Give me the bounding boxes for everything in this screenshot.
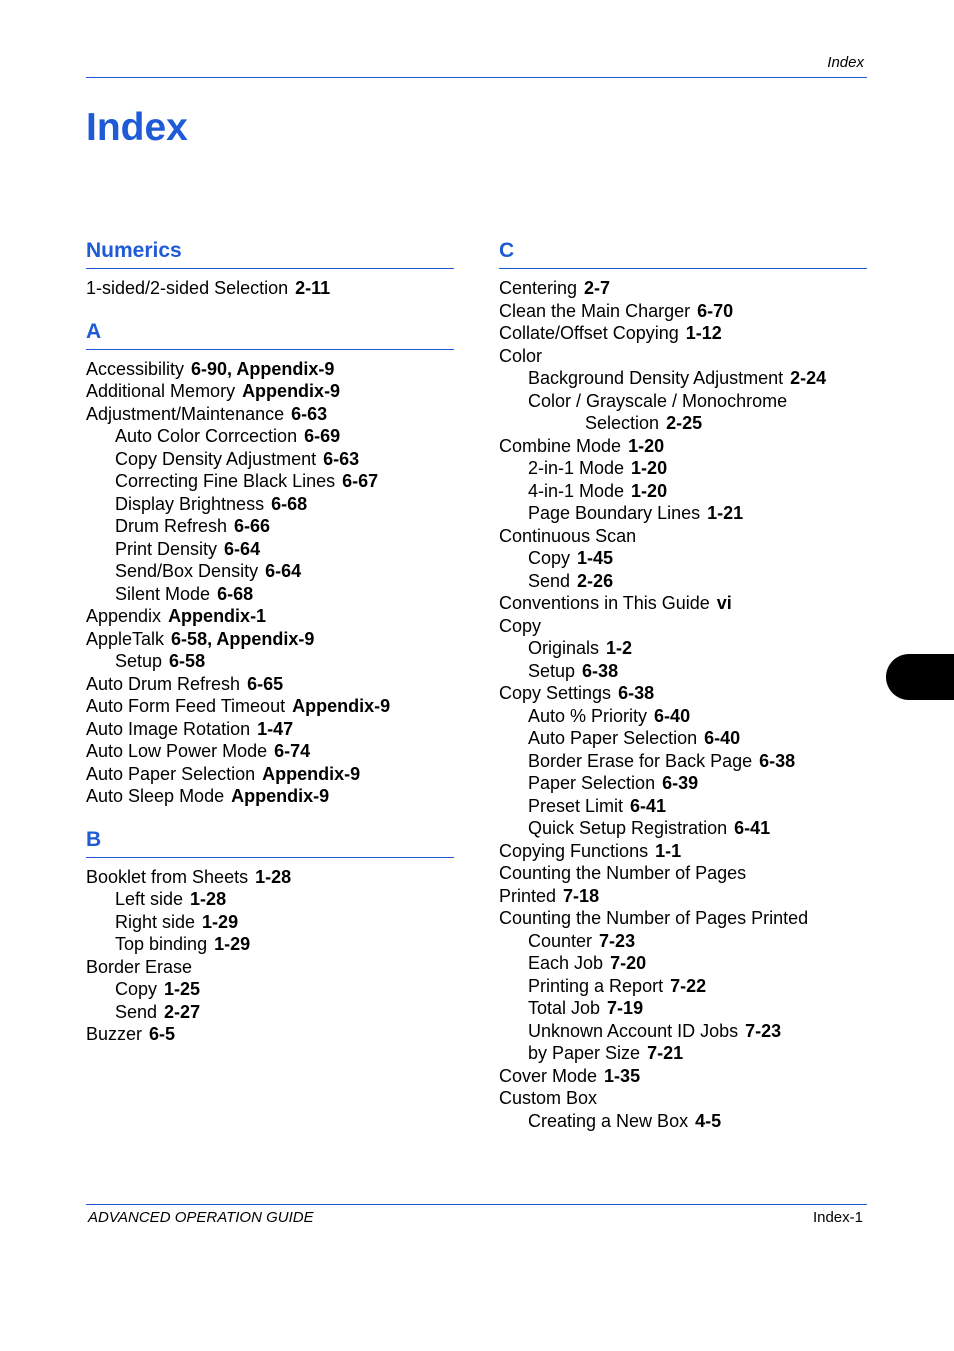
page-reference[interactable]: 6-90, Appendix-9 <box>191 358 335 379</box>
page-reference[interactable]: 6-38 <box>759 750 796 771</box>
page-reference[interactable]: 1-29 <box>214 934 251 954</box>
index-entry <box>499 1087 867 1110</box>
page-reference[interactable]: 1-20 <box>628 435 665 456</box>
index-entry <box>499 1020 867 1043</box>
page-reference[interactable]: 6-40 <box>654 705 691 726</box>
index-term: Page Boundary Lines <box>528 503 701 523</box>
index-term: Booklet from Sheets <box>86 866 249 887</box>
index-term: Conventions in This Guide <box>499 593 710 613</box>
index-entry <box>86 763 454 786</box>
index-term: Send/Box Density <box>115 561 259 581</box>
index-term: Each Job <box>528 953 604 973</box>
index-term: Copy <box>115 979 158 999</box>
index-entry <box>86 277 454 300</box>
footer-page-number: Index-1 <box>812 1209 863 1226</box>
index-term: 2-in-1 Mode <box>528 458 625 478</box>
page-reference[interactable]: 6-63 <box>323 448 360 469</box>
index-term: Auto Sleep Mode <box>86 786 225 806</box>
index-entry <box>499 817 867 840</box>
index-term: Display Brightness <box>115 493 265 514</box>
index-term: Drum Refresh <box>115 516 228 536</box>
index-entry <box>86 560 454 583</box>
index-entry <box>499 682 867 705</box>
index-term: Copy Density Adjustment <box>115 448 317 469</box>
index-entry <box>499 660 867 683</box>
index-entry <box>499 907 867 930</box>
index-term: Counter <box>528 930 593 951</box>
index-entry <box>86 515 454 538</box>
index-term: Centering <box>499 278 578 298</box>
index-term: 1-sided/2-sided Selection <box>86 278 289 298</box>
index-term: Copy <box>499 615 542 636</box>
index-entry <box>499 997 867 1020</box>
page-reference[interactable]: 6-69 <box>304 426 341 446</box>
page-reference[interactable]: 1-45 <box>577 548 614 568</box>
index-entry <box>499 525 867 548</box>
page-reference[interactable]: 7-19 <box>607 998 644 1018</box>
page-reference[interactable]: 1-20 <box>631 480 668 501</box>
index-term: Send <box>528 570 571 591</box>
index-entry <box>499 435 867 458</box>
section-heading: Numerics <box>86 237 454 269</box>
page-reference[interactable]: 6-64 <box>265 561 302 581</box>
page-reference[interactable]: 6-40 <box>704 728 741 748</box>
page-reference[interactable]: vi <box>716 593 732 613</box>
index-entry <box>86 403 454 426</box>
index-entry <box>86 380 454 403</box>
index-entry <box>499 705 867 728</box>
page-reference[interactable]: 6-68 <box>217 583 254 604</box>
index-term: Quick Setup Registration <box>528 818 728 838</box>
page-reference[interactable]: Appendix-9 <box>292 696 391 716</box>
index-entry-list <box>499 277 867 1132</box>
index-term: Unknown Account ID Jobs <box>528 1020 739 1041</box>
page-reference[interactable]: 6-38 <box>618 683 655 703</box>
index-term: Printing a Report <box>528 975 664 996</box>
page-reference[interactable]: 1-35 <box>604 1065 641 1086</box>
page-reference[interactable]: 2-11 <box>295 278 331 298</box>
index-entry <box>86 740 454 763</box>
index-term: Border Erase <box>86 956 193 977</box>
index-entry <box>499 750 867 773</box>
index-entry <box>86 1023 454 1046</box>
index-entry <box>499 345 867 368</box>
section-heading: B <box>86 826 454 858</box>
page-reference[interactable]: 7-21 <box>647 1043 684 1063</box>
index-entry <box>86 888 454 911</box>
index-entry-list <box>86 866 454 1046</box>
page-reference[interactable]: 1-29 <box>202 911 239 932</box>
page-reference[interactable]: 1-21 <box>707 503 744 523</box>
index-entry <box>499 885 867 908</box>
index-entry <box>499 480 867 503</box>
page-reference[interactable]: 2-24 <box>790 368 827 388</box>
index-term: Silent Mode <box>115 583 211 604</box>
index-term: Clean the Main Charger <box>499 300 691 321</box>
page-reference[interactable]: 6-67 <box>342 471 379 491</box>
index-entry <box>499 300 867 323</box>
index-entry <box>499 727 867 750</box>
index-entry <box>86 933 454 956</box>
page-reference[interactable]: 6-66 <box>234 516 271 536</box>
page-reference[interactable]: 6-39 <box>662 773 699 793</box>
index-entry <box>86 493 454 516</box>
page-reference[interactable]: 7-18 <box>563 885 600 906</box>
page-reference[interactable]: Appendix-9 <box>231 786 330 806</box>
index-entry <box>499 615 867 638</box>
page-reference[interactable]: 1-20 <box>631 458 668 478</box>
page-reference[interactable]: Appendix-1 <box>168 606 267 626</box>
index-entry <box>86 673 454 696</box>
index-entry <box>499 390 867 413</box>
page-reference[interactable]: 6-41 <box>630 795 667 816</box>
index-term: Custom Box <box>499 1088 598 1108</box>
page-reference[interactable]: 2-25 <box>666 413 703 433</box>
index-entry <box>86 470 454 493</box>
index-term: Collate/Offset Copying <box>499 323 679 343</box>
index-term: Background Density Adjustment <box>528 368 784 388</box>
index-section <box>86 237 454 300</box>
page-reference[interactable]: 6-65 <box>247 673 284 694</box>
index-entry <box>499 367 867 390</box>
index-term: Right side <box>115 911 196 932</box>
index-term: Counting the Number of Pages <box>499 863 747 883</box>
page-reference[interactable]: 6-74 <box>274 741 311 761</box>
page-reference[interactable]: 6-5 <box>149 1024 176 1044</box>
index-entry <box>499 952 867 975</box>
index-term: Auto % Priority <box>528 705 648 726</box>
index-entry <box>499 1042 867 1065</box>
header-divider <box>86 77 867 78</box>
footer-guide-name: ADVANCED OPERATION GUIDE <box>88 1209 314 1226</box>
index-entry <box>86 448 454 471</box>
page-reference[interactable]: 1-28 <box>190 889 227 909</box>
index-entry <box>86 785 454 808</box>
index-column-right <box>499 237 867 1150</box>
index-entry <box>499 457 867 480</box>
index-entry <box>86 628 454 651</box>
chapter-thumb-tab <box>886 654 954 700</box>
index-term: Additional Memory <box>86 381 236 401</box>
index-entry <box>86 425 454 448</box>
page-reference[interactable]: 6-38 <box>582 660 619 681</box>
index-term: Paper Selection <box>528 773 656 793</box>
index-entry <box>86 718 454 741</box>
index-term: Creating a New Box <box>528 1110 689 1131</box>
index-term: Accessibility <box>86 358 185 379</box>
page-reference[interactable]: 6-64 <box>224 538 261 559</box>
index-term: Correcting Fine Black Lines <box>115 471 336 491</box>
index-section <box>86 318 454 808</box>
index-entry <box>499 547 867 570</box>
index-term: Total Job <box>528 998 601 1018</box>
index-term: Combine Mode <box>499 435 622 456</box>
page-reference[interactable]: 7-22 <box>670 975 707 996</box>
index-term: Auto Drum Refresh <box>86 673 241 694</box>
page-reference[interactable]: 1-28 <box>255 866 292 887</box>
index-entry-list <box>86 358 454 808</box>
page-reference[interactable]: 7-23 <box>745 1020 782 1041</box>
index-term: by Paper Size <box>528 1043 641 1063</box>
index-term: Copy Settings <box>499 683 612 703</box>
index-term: Auto Color Corrcection <box>115 426 298 446</box>
index-entry <box>499 592 867 615</box>
index-term: Copying Functions <box>499 840 649 861</box>
index-term: Border Erase for Back Page <box>528 750 753 771</box>
index-section <box>86 826 454 1046</box>
index-term: Copy <box>528 548 571 568</box>
index-entry <box>86 538 454 561</box>
index-term: Buzzer <box>86 1024 143 1044</box>
index-term: Preset Limit <box>528 795 624 816</box>
page-reference[interactable]: 6-41 <box>734 818 771 838</box>
index-term: Send <box>115 1001 158 1022</box>
page-reference[interactable]: 1-47 <box>257 718 294 739</box>
index-entry <box>499 975 867 998</box>
index-entry <box>499 502 867 525</box>
index-entry <box>499 570 867 593</box>
section-heading: A <box>86 318 454 350</box>
page-reference[interactable]: 1-12 <box>685 323 722 343</box>
index-entry <box>86 605 454 628</box>
header-label: Index <box>827 54 864 71</box>
index-entry <box>86 650 454 673</box>
index-entry <box>499 412 867 435</box>
page-reference[interactable]: 2-27 <box>164 1001 201 1022</box>
page-reference[interactable]: Appendix-9 <box>262 763 361 784</box>
index-term: Auto Form Feed Timeout <box>86 696 286 716</box>
page-reference[interactable]: Appendix-9 <box>242 381 341 401</box>
page-reference[interactable]: 6-63 <box>291 403 328 424</box>
index-entry <box>499 840 867 863</box>
index-entry-list <box>86 277 454 300</box>
index-term: Setup <box>528 660 576 681</box>
index-entry <box>499 772 867 795</box>
index-entry <box>499 862 867 885</box>
index-entry <box>499 322 867 345</box>
index-term: Auto Paper Selection <box>528 728 698 748</box>
index-entry <box>499 277 867 300</box>
index-term: Cover Mode <box>499 1065 598 1086</box>
index-entry <box>499 1065 867 1088</box>
index-term: Adjustment/Maintenance <box>86 403 285 424</box>
index-term: Originals <box>528 638 600 658</box>
index-term: AppleTalk <box>86 628 165 649</box>
index-term: Auto Low Power Mode <box>86 741 268 761</box>
index-term: Appendix <box>86 606 162 626</box>
index-entry <box>499 637 867 660</box>
page-reference[interactable]: 7-23 <box>599 930 636 951</box>
index-term: Printed <box>499 885 557 906</box>
index-entry <box>499 1110 867 1133</box>
index-term: Auto Image Rotation <box>86 718 251 739</box>
index-entry <box>86 978 454 1001</box>
index-entry <box>86 583 454 606</box>
index-entry <box>86 866 454 889</box>
index-term: Counting the Number of Pages Printed <box>499 908 809 928</box>
index-entry <box>86 1001 454 1024</box>
page-reference[interactable]: 4-5 <box>695 1110 722 1131</box>
index-term: Continuous Scan <box>499 525 637 546</box>
index-term: Auto Paper Selection <box>86 763 256 784</box>
index-entry <box>86 358 454 381</box>
index-term: Left side <box>115 889 184 909</box>
page-reference[interactable]: 6-68 <box>271 493 308 514</box>
footer-divider <box>86 1204 867 1205</box>
index-term: Selection <box>585 413 660 433</box>
index-term: Setup <box>115 651 163 671</box>
index-term: Color <box>499 345 543 366</box>
page-reference[interactable]: 6-70 <box>697 300 734 321</box>
index-entry <box>86 956 454 979</box>
index-entry <box>86 911 454 934</box>
index-section <box>499 237 867 1132</box>
page-reference[interactable]: 6-58, Appendix-9 <box>171 628 315 649</box>
page-reference[interactable]: 6-58 <box>169 651 206 671</box>
index-entry <box>499 930 867 953</box>
index-term: Color / Grayscale / Monochrome <box>528 390 788 411</box>
index-term: Print Density <box>115 538 218 559</box>
page-title: Index <box>86 106 188 149</box>
page-reference[interactable]: 2-7 <box>584 278 611 298</box>
page-reference[interactable]: 1-2 <box>606 638 633 658</box>
page-reference[interactable]: 1-1 <box>655 840 682 861</box>
section-heading: C <box>499 237 867 269</box>
index-term: Top binding <box>115 934 208 954</box>
index-term: 4-in-1 Mode <box>528 480 625 501</box>
index-entry <box>499 795 867 818</box>
page-reference[interactable]: 2-26 <box>577 570 614 591</box>
page-reference[interactable]: 1-25 <box>164 979 201 999</box>
index-entry <box>86 695 454 718</box>
index-column-left <box>86 237 454 1064</box>
page-reference[interactable]: 7-20 <box>610 953 647 973</box>
